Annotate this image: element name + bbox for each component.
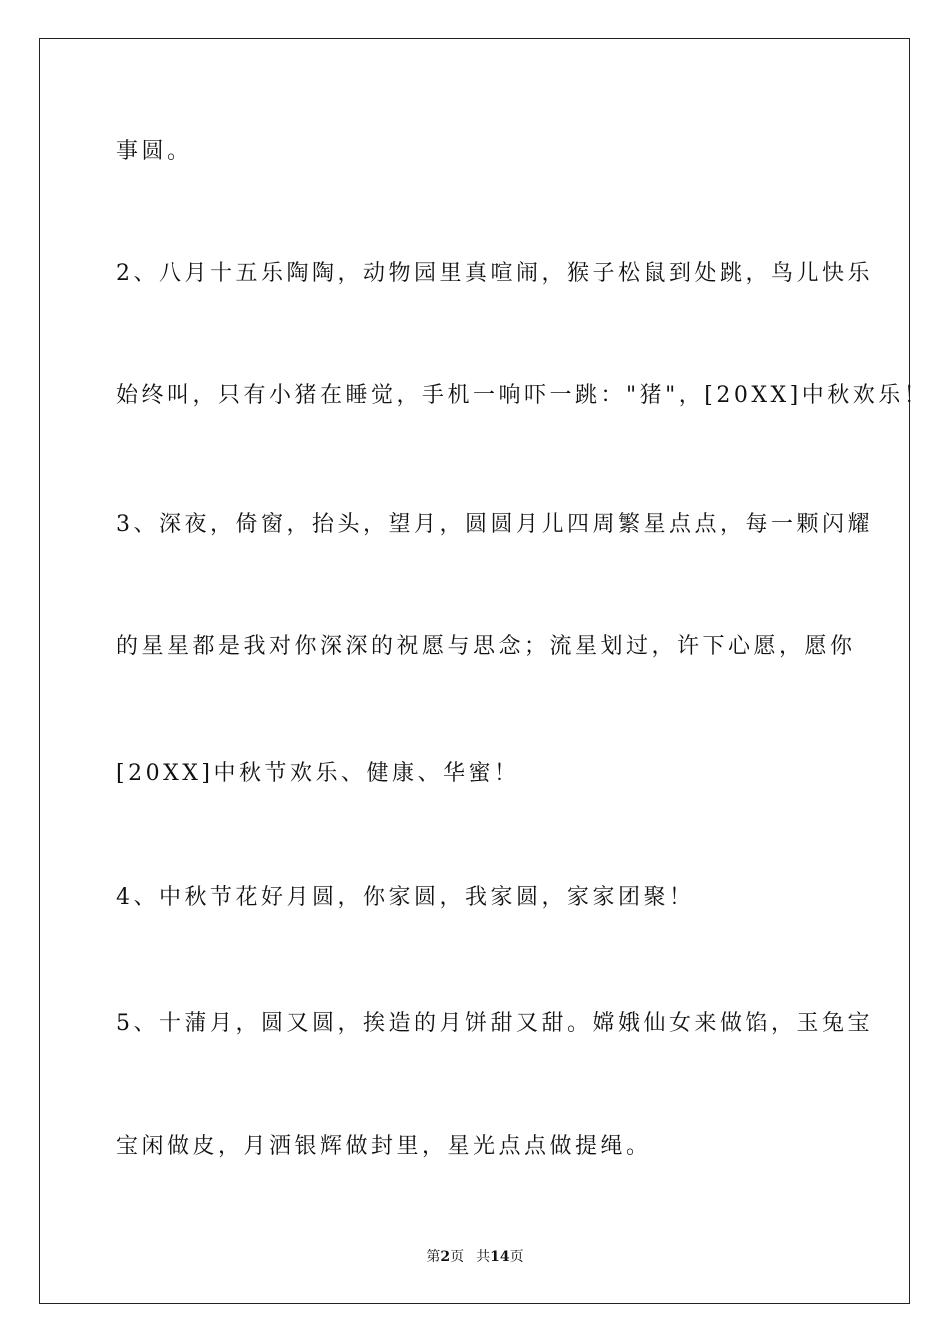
text-line-8: 5、十蒲月，圆又圆，挨造的月饼甜又甜。嫦娥仙女来做馅，玉兔宝 (116, 1011, 873, 1036)
text-line-5: 的星星都是我对你深深的祝愿与思念；流星划过，许下心愿，愿你 (116, 634, 856, 659)
total-page-count: 14 (490, 1249, 510, 1265)
text-line-7: 4、中秋节花好月圆，你家圆，我家圆，家家团聚！ (116, 885, 695, 910)
page-prefix: 第 (426, 1249, 441, 1265)
text-line-1: 事圆。 (116, 139, 193, 164)
total-prefix: 共 (476, 1249, 491, 1265)
current-page-number: 2 (440, 1249, 451, 1265)
total-suffix: 页 (509, 1249, 524, 1265)
text-line-3: 始终叫，只有小猪在睡觉，手机一响吓一跳："猪"，[20XX]中秋欢乐！ (116, 383, 930, 408)
page-suffix: 页 (450, 1249, 465, 1265)
text-line-4: 3、深夜，倚窗，抬头，望月，圆圆月儿四周繁星点点，每一颗闪耀 (116, 512, 873, 537)
page-footer (0, 1248, 950, 1266)
text-line-9: 宝闲做皮，月洒银辉做封里，星光点点做提绳。 (116, 1134, 652, 1159)
text-line-6: [20XX]中秋节欢乐、健康、华蜜！ (116, 761, 520, 786)
text-line-2: 2、八月十五乐陶陶，动物园里真喧闹，猴子松鼠到处跳，鸟儿快乐 (116, 261, 873, 286)
page-border (39, 38, 910, 1304)
